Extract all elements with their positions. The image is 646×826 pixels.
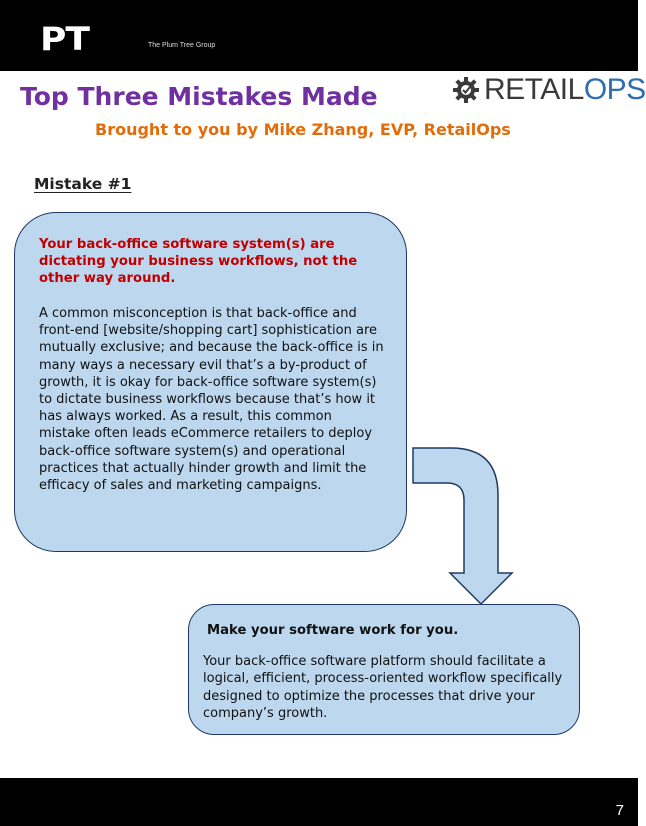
page-title: Top Three Mistakes Made bbox=[20, 82, 378, 111]
pt-logo-tagline: The Plum Tree Group bbox=[148, 42, 216, 49]
retailops-wordmark-part1: RETAIL bbox=[484, 73, 584, 106]
page-number: 7 bbox=[615, 802, 624, 819]
solution-headline: Make your software work for you. bbox=[207, 623, 459, 638]
retailops-wordmark-part2: OPS bbox=[583, 73, 646, 106]
solution-body: Your back-office software platform should facilitate a logical, efficient, process-oriented workflow specifically designed to optimize the processes that drive your company’s growth. bbox=[203, 654, 563, 722]
mistake-callout-box bbox=[14, 212, 407, 552]
retailops-logo bbox=[452, 73, 646, 106]
section-heading: Mistake #1 bbox=[34, 175, 132, 193]
pt-logo: PT bbox=[40, 21, 89, 59]
mistake-headline: Your back-office software system(s) are dictating your business workflows, not the other way around. bbox=[39, 237, 358, 286]
gear-icon bbox=[452, 76, 480, 104]
retailops-wordmark bbox=[484, 73, 646, 106]
mistake-body: A common misconception is that back-office and front-end [website/shopping cart] sophistication are mutually exclusive; and because the back-office is in many ways a necessary evil that’s a by-product of growth, it is okay for back-office software system(s) to dictate business workflows because that’s how it has always worked. As a result, this common mistake often leads eCommerce retailers to deploy back-office software system(s) and operational practices that actually hinder growth and limit the efficacy of sales and marketing campaigns. bbox=[39, 306, 384, 494]
top-banner bbox=[0, 0, 638, 71]
solution-callout-box bbox=[188, 604, 580, 735]
footer-bar bbox=[0, 778, 638, 826]
page-subtitle: Brought to you by Mike Zhang, EVP, RetailOps bbox=[95, 120, 511, 139]
